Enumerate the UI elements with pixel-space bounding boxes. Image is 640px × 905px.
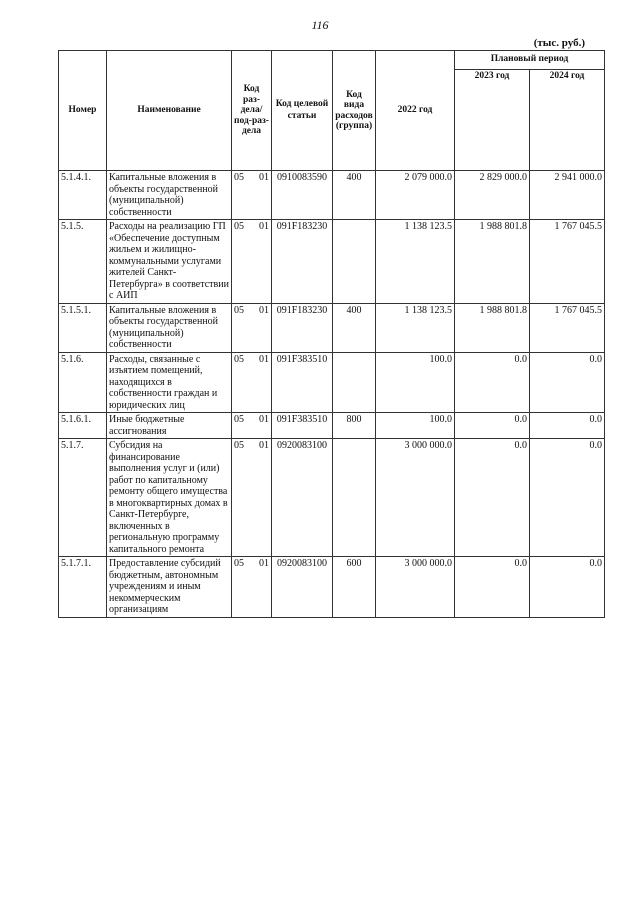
row-section: 05 bbox=[234, 440, 244, 451]
row-section-code bbox=[232, 220, 272, 304]
row-subsection: 01 bbox=[259, 440, 269, 451]
row-year-2022: 2 079 000.0 bbox=[376, 171, 455, 220]
row-number: 5.1.6.1. bbox=[59, 413, 107, 439]
budget-table bbox=[58, 50, 605, 618]
row-year-2024: 1 767 045.5 bbox=[530, 220, 605, 304]
row-year-2022: 3 000 000.0 bbox=[376, 557, 455, 618]
row-number: 5.1.4.1. bbox=[59, 171, 107, 220]
row-subsection: 01 bbox=[259, 353, 269, 365]
row-year-2024: 0.0 bbox=[530, 439, 605, 557]
table-header bbox=[59, 51, 605, 171]
row-name: Субсидия на финансирование выполнения услуг и (или) работ по капитальному ремонту общего имущества в многоквартирных домах в Санкт-Петербурге, включенных в региональную программу капитального ремонта bbox=[107, 439, 232, 557]
row-name: Расходы на реализацию ГП «Обеспечение доступным жильем и жилищно-коммунальными услугами жителей Санкт-Петербурга» в соответствии с АИП bbox=[107, 220, 232, 304]
row-expense-code: 800 bbox=[333, 413, 376, 439]
row-section: 05 bbox=[234, 558, 244, 569]
header-name: Наименование bbox=[107, 51, 232, 171]
row-year-2023: 0.0 bbox=[455, 439, 530, 557]
table-row bbox=[59, 352, 605, 413]
row-expense-code: 400 bbox=[333, 171, 376, 220]
row-year-2024: 1 767 045.5 bbox=[530, 303, 605, 352]
row-expense-code bbox=[333, 352, 376, 413]
units-label: (тыс. руб.) bbox=[533, 37, 585, 49]
row-year-2023: 0.0 bbox=[455, 413, 530, 439]
row-year-2023: 0.0 bbox=[455, 352, 530, 413]
table-body bbox=[59, 171, 605, 618]
row-year-2023: 1 988 801.8 bbox=[455, 303, 530, 352]
table-row bbox=[59, 171, 605, 220]
header-expense-code: Код вида расходов (группа) bbox=[333, 51, 376, 171]
row-number: 5.1.7.1. bbox=[59, 557, 107, 618]
row-section-code bbox=[232, 439, 272, 557]
row-expense-code bbox=[333, 220, 376, 304]
row-name: Предоставление субсидий бюджетным, автономным учреждениям и иным некоммерческим организациям bbox=[107, 557, 232, 618]
row-year-2024: 0.0 bbox=[530, 413, 605, 439]
row-target-code: 0920083100 bbox=[272, 557, 333, 618]
table-row bbox=[59, 557, 605, 618]
row-section: 05 bbox=[234, 221, 244, 232]
row-section: 05 bbox=[234, 172, 244, 183]
row-subsection: 01 bbox=[259, 414, 269, 425]
row-year-2024: 2 941 000.0 bbox=[530, 171, 605, 220]
row-target-code: 0910083590 bbox=[272, 171, 333, 220]
row-year-2023: 1 988 801.8 bbox=[455, 220, 530, 304]
row-expense-code bbox=[333, 439, 376, 557]
table-row bbox=[59, 303, 605, 352]
row-section-code bbox=[232, 303, 272, 352]
row-subsection: 01 bbox=[259, 172, 269, 183]
table-row bbox=[59, 439, 605, 557]
row-number: 5.1.5. bbox=[59, 220, 107, 304]
row-section-code bbox=[232, 413, 272, 439]
row-section: 05 bbox=[234, 414, 244, 425]
row-year-2024: 0.0 bbox=[530, 557, 605, 618]
page-number: 116 bbox=[311, 18, 329, 32]
row-year-2022: 100.0 bbox=[376, 352, 455, 413]
row-target-code: 0920083100 bbox=[272, 439, 333, 557]
header-planned-period: Плановый период bbox=[455, 51, 605, 70]
row-subsection: 01 bbox=[259, 558, 269, 569]
row-name: Капитальные вложения в объекты государственной (муниципальной) собственности bbox=[107, 171, 232, 220]
row-section-code bbox=[232, 171, 272, 220]
table-row bbox=[59, 220, 605, 304]
header-section-code: Код раз-дела/ под-раз-дела bbox=[232, 51, 272, 171]
header-number: Номер bbox=[59, 51, 107, 171]
header-year-2022: 2022 год bbox=[376, 51, 455, 171]
row-year-2024: 0.0 bbox=[530, 352, 605, 413]
row-subsection: 01 bbox=[259, 304, 269, 316]
row-target-code: 091F383510 bbox=[272, 352, 333, 413]
row-target-code: 091F183230 bbox=[272, 303, 333, 352]
row-target-code: 091F183230 bbox=[272, 220, 333, 304]
header-target-code: Код целевой статьи bbox=[272, 51, 333, 171]
row-year-2023: 0.0 bbox=[455, 557, 530, 618]
row-section: 05 bbox=[234, 353, 244, 365]
row-section: 05 bbox=[234, 304, 244, 316]
row-number: 5.1.6. bbox=[59, 352, 107, 413]
row-number: 5.1.5.1. bbox=[59, 303, 107, 352]
row-section-code bbox=[232, 557, 272, 618]
header-year-2023: 2023 год bbox=[455, 70, 530, 171]
row-name: Капитальные вложения в объекты государственной (муниципальной) собственности bbox=[107, 303, 232, 352]
row-expense-code: 400 bbox=[333, 303, 376, 352]
row-number: 5.1.7. bbox=[59, 439, 107, 557]
row-name: Расходы, связанные с изъятием помещений, находящихся в собственности граждан и юридических лиц bbox=[107, 352, 232, 413]
table-row bbox=[59, 413, 605, 439]
row-year-2022: 1 138 123.5 bbox=[376, 303, 455, 352]
row-expense-code: 600 bbox=[333, 557, 376, 618]
row-target-code: 091F383510 bbox=[272, 413, 333, 439]
row-year-2023: 2 829 000.0 bbox=[455, 171, 530, 220]
row-year-2022: 3 000 000.0 bbox=[376, 439, 455, 557]
row-year-2022: 100.0 bbox=[376, 413, 455, 439]
row-subsection: 01 bbox=[259, 221, 269, 232]
row-name: Иные бюджетные ассигнования bbox=[107, 413, 232, 439]
row-section-code bbox=[232, 352, 272, 413]
header-year-2024: 2024 год bbox=[530, 70, 605, 171]
row-year-2022: 1 138 123.5 bbox=[376, 220, 455, 304]
